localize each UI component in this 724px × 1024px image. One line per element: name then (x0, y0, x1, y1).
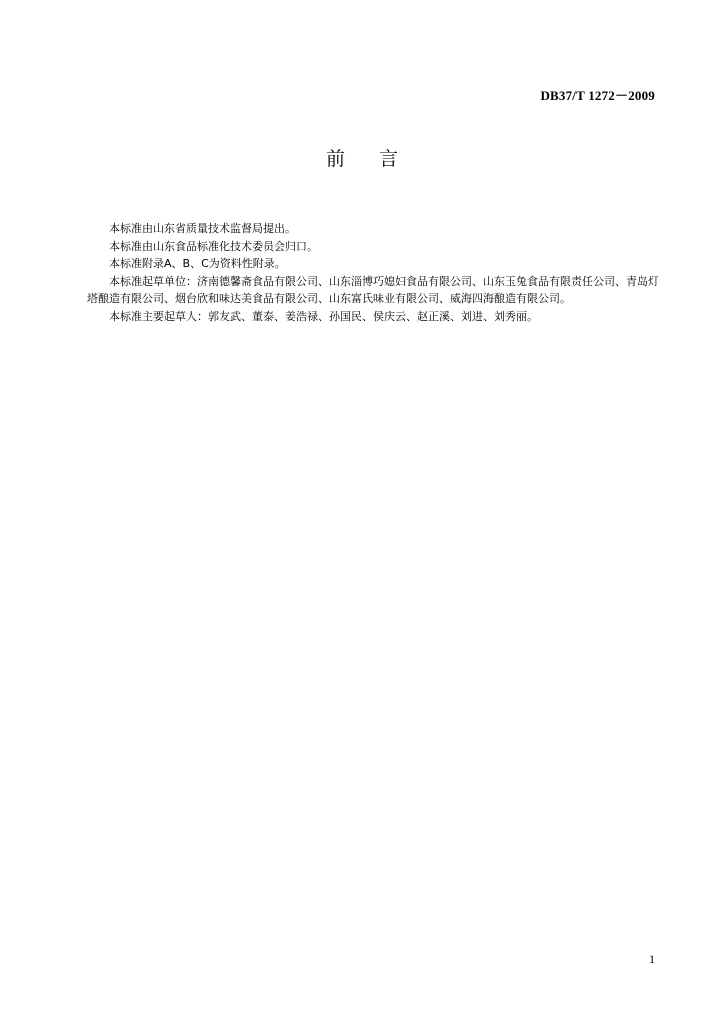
section-title: 前言 (325, 148, 432, 170)
paragraph-drafters: 本标准主要起草人：郭友武、董泰、姜浩禄、孙国民、侯庆云、赵正溪、刘进、刘秀丽。 (109, 309, 538, 323)
document-code: DB37/T 1272－2009 (540, 88, 655, 103)
paragraph-drafting-units: 本标准起草单位：济南德馨斋食品有限公司、山东淄博巧媳妇食品有限公司、山东玉兔食品有限责任公司、青岛灯塔酿造有限公司、烟台欣和味达美食品有限公司、山东富氏味业有限公司、威海四海酿造有限公司。 (87, 274, 659, 306)
foreword-body (87, 220, 659, 326)
paragraph-centralized-unit: 本标准由山东食品标准化技术委员会归口。 (109, 239, 318, 253)
page-number: 1 (649, 952, 655, 966)
paragraph-proposer: 本标准由山东省质量技术监督局提出。 (109, 222, 296, 235)
paragraph-appendix: 本标准附录A、B、C为资料性附录。 (109, 257, 286, 271)
